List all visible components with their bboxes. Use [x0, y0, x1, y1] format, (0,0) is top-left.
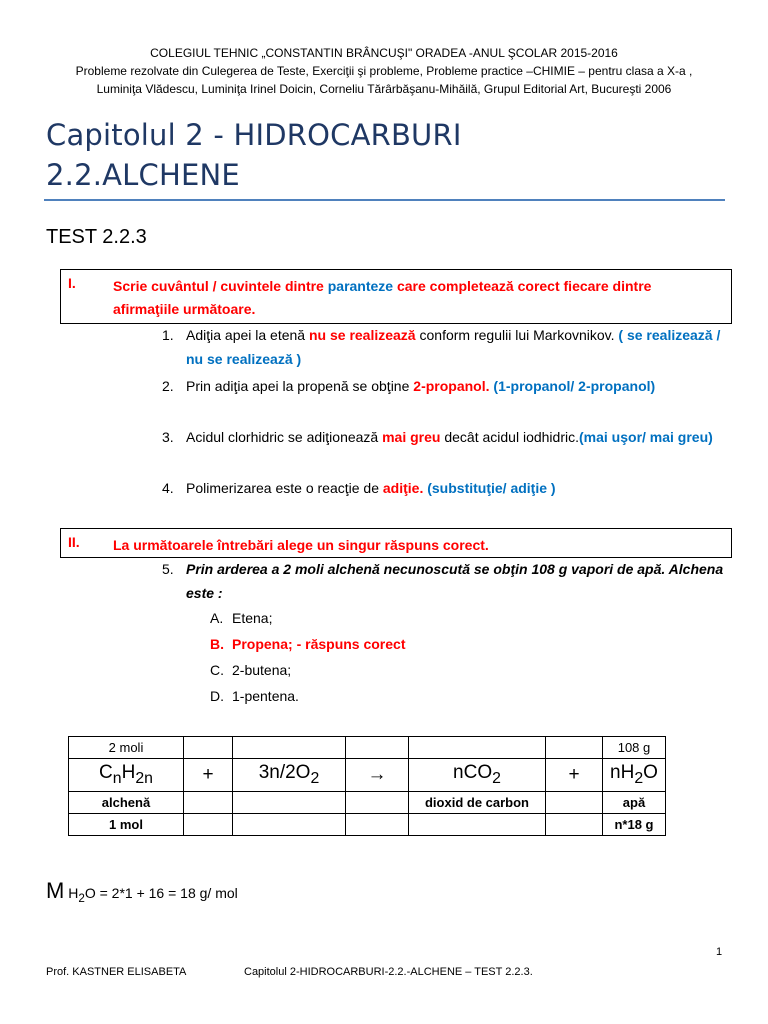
item-options: ( se realizează / nu se realizează )	[186, 327, 721, 367]
equation-row	[69, 759, 666, 792]
question-text: Prin arderea a 2 moli alchenă necunoscută se obţin 108 g vapori de apă. Alchena este :	[186, 561, 724, 601]
header-line-2: Probleme rezolvate din Culegerea de Teste, Exerciţii şi probleme, Probleme practice –CHIMIE – pentru clasa a X-a ,	[75, 64, 693, 78]
option-a	[210, 610, 272, 626]
instruction-text-a: Scrie cuvântul / cuvintele dintre	[113, 278, 328, 294]
table-cell	[546, 792, 603, 814]
table-cell	[184, 814, 233, 836]
instruction-text-2: La următoarele întrebări alege un singur răspuns corect.	[113, 537, 489, 553]
table-row	[69, 814, 666, 836]
item-number: 3.	[162, 429, 174, 445]
table-cell: n*18 g	[603, 814, 666, 836]
instruction-text-c: care completează corect fiecare dintre afirmaţiile următoare.	[113, 278, 652, 317]
option-letter: B.	[210, 636, 224, 652]
option-text: Propena; - răspuns corect	[232, 636, 406, 652]
option-text: 2-butena;	[232, 662, 292, 678]
table-cell	[233, 792, 346, 814]
item-pre: Acidul clorhidric se adiţionează	[186, 429, 383, 445]
table-cell: 108 g	[603, 737, 666, 759]
header-line-1: COLEGIUL TEHNIC „CONSTANTIN BRÂNCUŞI" ORADEA -ANUL ŞCOLAR 2015-2016	[150, 46, 618, 60]
plus-sign: +	[184, 759, 233, 792]
water-formula: $nH_2O$	[603, 759, 666, 792]
table-cell	[184, 737, 233, 759]
table-cell: apă	[603, 792, 666, 814]
item-pre: Adiţia apei la etenă	[186, 327, 309, 343]
table-row	[69, 737, 666, 759]
instruction-box-1	[60, 269, 732, 324]
option-text: 1-pentena.	[232, 688, 299, 704]
table-cell	[346, 792, 409, 814]
title-underline	[44, 199, 725, 201]
item-text	[186, 476, 726, 500]
item-number: 1.	[162, 327, 174, 343]
header-line-3: Luminiţa Vlădescu, Luminiţa Irinel Doicin, Corneliu Tărârbăşanu-Mihăilă, Grupul Editorial Art, Bucureşti 2006	[96, 82, 672, 96]
co2-formula: nCO$_2$	[409, 759, 546, 792]
chapter-title: Capitolul 2 - HIDROCARBURI	[46, 118, 462, 152]
section-title: 2.2.ALCHENE	[46, 158, 240, 192]
molar-mass-formula: M $H_2O = 2*1 + 16 = 18$ g/ mol	[46, 878, 238, 905]
item-answer: adiţie.	[382, 480, 424, 496]
item-answer: nu se realizează	[308, 327, 416, 343]
test-label: TEST 2.2.3	[46, 226, 147, 248]
table-cell	[409, 737, 546, 759]
table-cell	[233, 737, 346, 759]
option-text: Etena;	[232, 610, 273, 626]
item-mid: decât acidul iodhidric.	[440, 429, 579, 445]
reaction-arrow: →	[346, 759, 409, 792]
table-row	[69, 792, 666, 814]
table-cell: alchenă	[69, 792, 184, 814]
question-number: 5.	[162, 561, 174, 577]
table-cell: 1 mol	[69, 814, 184, 836]
table-cell	[184, 792, 233, 814]
roman-numeral-1: I.	[68, 275, 76, 291]
document-header	[0, 44, 768, 98]
roman-numeral-2: II.	[68, 534, 80, 550]
item-text	[186, 323, 726, 371]
instruction-text-1	[113, 275, 713, 321]
table-cell	[409, 814, 546, 836]
item-answer: 2-propanol.	[413, 378, 490, 394]
oxygen-formula: $3n/2O_2$	[233, 759, 346, 792]
alkene-formula: $C_nH_{2n}$	[69, 759, 184, 792]
plus-sign: +	[546, 759, 603, 792]
option-letter: A.	[210, 610, 224, 626]
option-c	[210, 662, 291, 678]
option-letter: C.	[210, 662, 224, 678]
table-cell	[546, 737, 603, 759]
item-options: (1-propanol/ 2-propanol)	[493, 378, 656, 394]
table-cell	[233, 814, 346, 836]
footer-author: Prof. KASTNER ELISABETA	[46, 966, 187, 978]
item-options: (substituţie/ adiţie )	[427, 480, 556, 496]
item-text	[186, 374, 726, 398]
item-pre: Polimerizarea este o reacţie de	[186, 480, 383, 496]
page-number: 1	[716, 946, 723, 958]
table-cell	[346, 737, 409, 759]
table-cell: dioxid de carbon	[409, 792, 546, 814]
table-cell: 2 moli	[69, 737, 184, 759]
option-letter: D.	[210, 688, 224, 704]
item-options: (mai uşor/ mai greu)	[579, 429, 713, 445]
footer-reference: Capitolul 2-HIDROCARBURI-2.2.-ALCHENE – TEST 2.2.3.	[244, 966, 533, 978]
item-number: 2.	[162, 378, 174, 394]
item-pre: Prin adiţia apei la propenă se obţine	[186, 378, 414, 394]
option-b-correct	[210, 636, 406, 652]
item-mid: conform regulii lui Markovnikov.	[415, 327, 619, 343]
table-cell	[346, 814, 409, 836]
item-number: 4.	[162, 480, 174, 496]
option-d	[210, 688, 299, 704]
item-answer: mai greu	[382, 429, 441, 445]
molar-m: M	[46, 878, 65, 903]
instruction-text-b: paranteze	[327, 278, 394, 294]
table-cell	[546, 814, 603, 836]
item-text	[186, 425, 726, 449]
stoichiometry-table	[68, 736, 666, 836]
instruction-box-2	[60, 528, 732, 558]
